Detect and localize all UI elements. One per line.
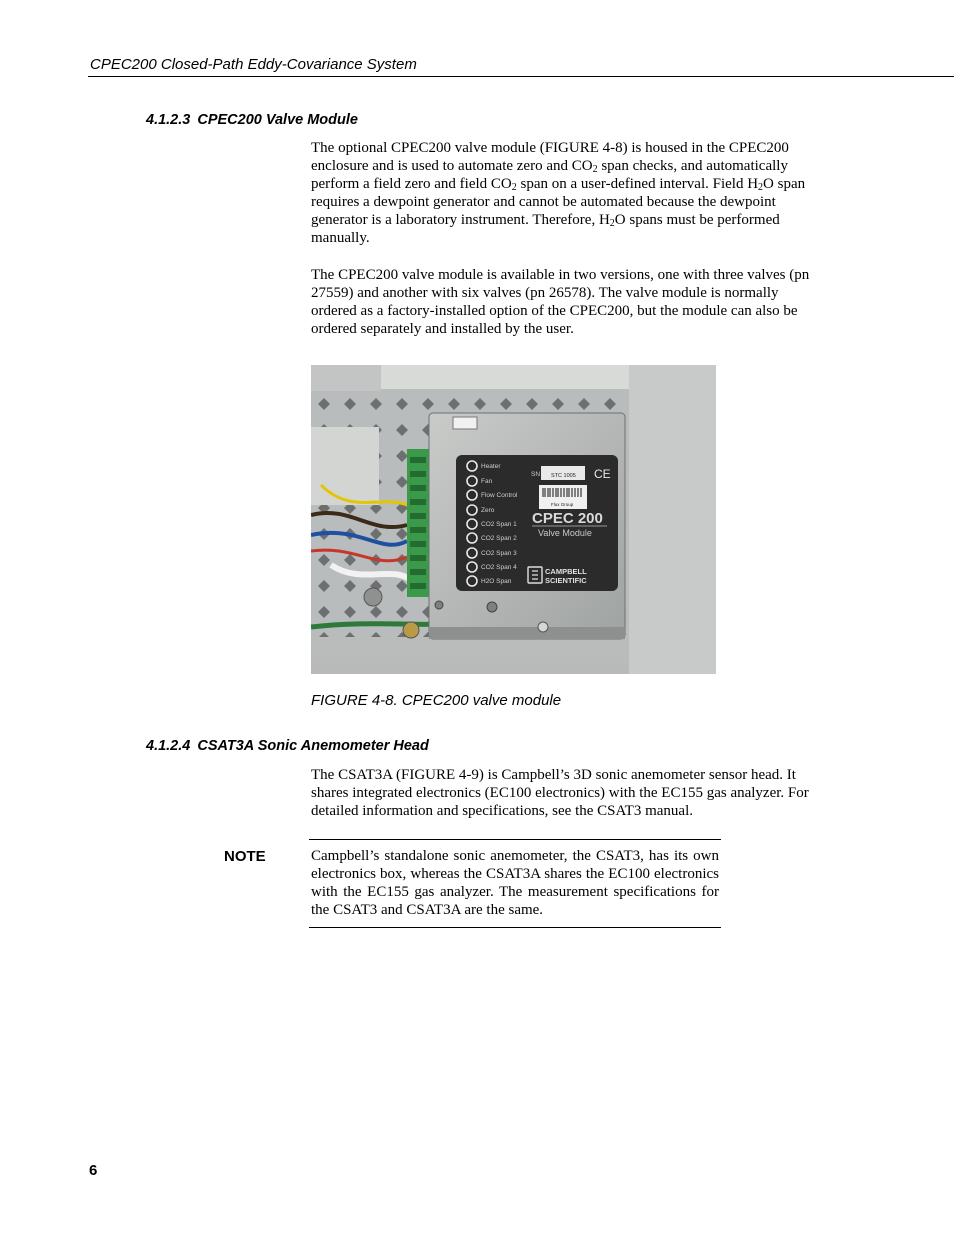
led-label: Flow Control: [481, 492, 518, 499]
left-bracket: [311, 427, 379, 505]
csat3a-paragraph: [311, 766, 811, 820]
section-number: 4.1.2.4: [146, 738, 191, 754]
led-label: Zero: [481, 507, 495, 514]
led-label: Fan: [481, 478, 493, 485]
valve-paragraph-1: [311, 139, 811, 247]
led-label: Heater: [481, 463, 501, 470]
paragraph-text: The CPEC200 valve module is available in two versions, one with three valves (pn 27559) and another with six valves (pn 26578). The valve module is normally ordered as a factory-installed option of the CPEC200, but the module can also be ordered separately and installed by the user.: [311, 267, 810, 337]
led-label: CO2 Span 3: [481, 550, 517, 557]
led-label: CO2 Span 4: [481, 564, 517, 571]
led-label: CO2 Span 1: [481, 521, 517, 528]
note-text: Campbell’s standalone sonic anemometer, the CSAT3, has its own electronics box, whereas the CSAT3A shares the EC100 electronics with the EC155 gas analyzer. The measurement specifications for the CSAT3 and CSAT3A are the same.: [311, 848, 719, 918]
paragraph-text: The CSAT3A (FIGURE 4-9) is Campbell’s 3D sonic anemometer sensor head. It shares integrated electronics (EC100 electronics) with the EC155 gas analyzer. For detailed information and specifications, see the CSAT3 manual.: [311, 767, 809, 819]
subscript: 2: [592, 164, 598, 175]
subscript: 2: [609, 218, 615, 229]
text-run: O spans must be performed manually.: [311, 212, 780, 246]
top-bracket: [371, 365, 631, 389]
text-run: The optional CPEC200 valve module (FIGURE 4-8) is housed in the CPEC200 enclosure and is used to automate zero and CO: [311, 140, 789, 174]
header-rule: [88, 76, 954, 77]
ground-lug: [403, 622, 419, 638]
ce-mark: CE: [594, 467, 611, 481]
text-run: O span requires a dewpoint generator and cannot be automated because the dewpoint generator is a laboratory instrument. Therefore, H: [311, 176, 806, 228]
housing-base: [429, 627, 625, 639]
running-header: CPEC200 Closed-Path Eddy-Covariance System: [90, 56, 417, 73]
enclosure-side: [629, 365, 716, 674]
section-heading-csat3a: [146, 738, 429, 754]
valve-paragraph-2: [311, 266, 811, 338]
led-label: H2O Span: [481, 578, 512, 585]
led-label: CO2 Span 2: [481, 535, 517, 542]
screw: [538, 622, 548, 632]
subscript: 2: [511, 182, 517, 193]
page-number: 6: [89, 1162, 98, 1179]
logo-line-2: SCIENTIFIC: [545, 576, 587, 585]
subscript: 2: [758, 182, 764, 193]
product-name: CPEC 200: [532, 510, 603, 527]
housing-tab: [453, 417, 477, 429]
serial-label: SN: [531, 471, 541, 478]
screw: [435, 601, 443, 609]
section-title: CSAT3A Sonic Anemometer Head: [197, 738, 429, 754]
text-run: span on a user-defined interval. Field H: [516, 176, 759, 192]
logo-line-1: CAMPBELL: [545, 567, 587, 576]
figure-caption: FIGURE 4-8. CPEC200 valve module: [311, 692, 562, 709]
top-left-panel: [311, 365, 381, 391]
screw: [487, 602, 497, 612]
note-label: NOTE: [224, 848, 266, 865]
screw-terminal: [364, 588, 382, 606]
text-run: span checks, and automatically perform a field zero and field CO: [311, 158, 788, 192]
serial-value: STC 1005: [551, 473, 576, 479]
product-subtitle: Valve Module: [538, 528, 592, 538]
section-number: 4.1.2.3: [146, 112, 191, 128]
valve-module-photo: [311, 365, 716, 674]
section-heading-valve-module: [146, 112, 358, 128]
section-title: CPEC200 Valve Module: [197, 112, 358, 128]
note-bottom-rule: [309, 927, 721, 928]
note-top-rule: [309, 839, 721, 840]
barcode-caption: Flux Group: [551, 502, 574, 507]
